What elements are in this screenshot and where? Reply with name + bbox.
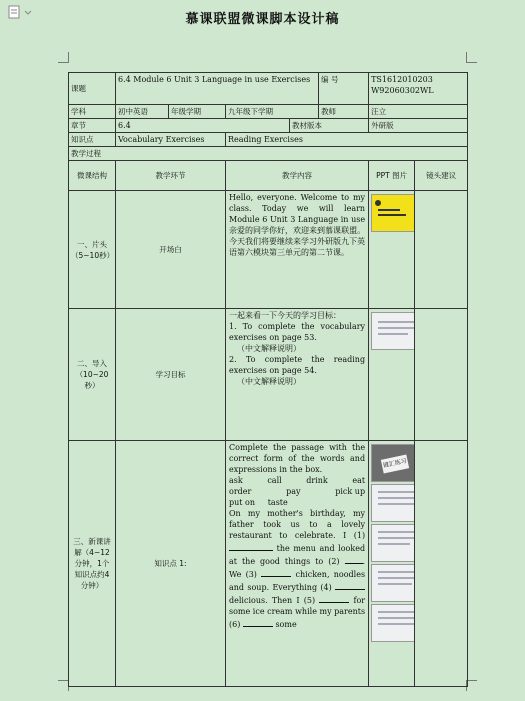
id-value bbox=[369, 73, 468, 105]
answer-blank[interactable] bbox=[229, 541, 273, 551]
answer-blank[interactable] bbox=[243, 617, 273, 627]
slide-thumbnail[interactable] bbox=[371, 194, 415, 232]
row1-ppt bbox=[369, 191, 415, 309]
row1-step: 开场白 bbox=[116, 191, 226, 309]
word-box-line-2 bbox=[229, 486, 365, 497]
id-value-line-1: TS1612010203 bbox=[371, 75, 433, 84]
answer-blank[interactable] bbox=[261, 567, 291, 577]
row3-content bbox=[226, 441, 369, 687]
row2-intro: 一起来看一下今天的学习目标： bbox=[229, 311, 341, 320]
row1-content bbox=[226, 191, 369, 309]
passage-text: On my mother's birthday, my father took us to a lovely restaurant to celebrate. I (1) bbox=[229, 509, 366, 540]
slide-thumbnail[interactable] bbox=[371, 444, 415, 482]
row1-camera bbox=[415, 191, 468, 309]
word: ask bbox=[229, 476, 243, 485]
header-camera: 镜头建议 bbox=[415, 161, 468, 191]
slide-label: 键汇练习 bbox=[381, 454, 409, 473]
row2-ppt bbox=[369, 309, 415, 441]
chapter-label: 章节 bbox=[69, 119, 116, 133]
row3-intro: Complete the passage with the correct form of the words and expressions in the box. bbox=[229, 443, 366, 474]
row2-goal-2: 2. To complete the reading exercises on page 54. bbox=[229, 355, 366, 375]
word-box-line-1 bbox=[229, 475, 365, 486]
row3-ppt bbox=[369, 441, 415, 687]
process-label: 教学过程 bbox=[69, 147, 468, 161]
knowledge-point-2: Reading Exercises bbox=[226, 133, 468, 147]
row2-content bbox=[226, 309, 369, 441]
word: put on bbox=[229, 498, 255, 507]
word: call bbox=[267, 476, 282, 485]
passage-text: chicken, noodles and soup. Everything (4) bbox=[229, 570, 366, 592]
row3-step: 知识点 1: bbox=[116, 441, 226, 687]
word: pick up bbox=[335, 487, 366, 496]
header-ppt: PPT 图片 bbox=[369, 161, 415, 191]
chapter-value: 6.4 bbox=[116, 119, 290, 133]
subject-value: 初中英语 bbox=[116, 105, 169, 119]
row3-camera bbox=[415, 441, 468, 687]
row2-structure: 二、导入（10~20秒） bbox=[69, 309, 116, 441]
grade-label: 年级学期 bbox=[169, 105, 226, 119]
row1-content-en: Hello, everyone. Welcome to my class. Today we will learn Module 6 Unit 3 Language in use bbox=[229, 193, 366, 224]
answer-blank[interactable] bbox=[319, 593, 349, 603]
id-label: 编 号 bbox=[319, 73, 369, 105]
topic-value: 6.4 Module 6 Unit 3 Language in use Exercises bbox=[116, 73, 319, 105]
header-content: 教学内容 bbox=[226, 161, 369, 191]
id-value-line-2: W92060302WL bbox=[371, 86, 434, 95]
answer-blank[interactable] bbox=[335, 580, 365, 590]
row2-goal-1: 1. To complete the vocabulary exercises on page 53. bbox=[229, 322, 366, 342]
passage bbox=[229, 508, 365, 630]
teacher-label: 教师 bbox=[319, 105, 369, 119]
word-box-line-3 bbox=[229, 497, 365, 508]
header-step: 教学环节 bbox=[116, 161, 226, 191]
knowledge-point-label: 知识点 bbox=[69, 133, 116, 147]
topic-label: 课题 bbox=[69, 73, 116, 105]
word: pay bbox=[286, 487, 301, 496]
slide-thumbnail[interactable] bbox=[371, 604, 415, 642]
passage-text: some bbox=[275, 620, 297, 629]
row2-note-2: （中文解释说明） bbox=[237, 377, 301, 386]
slide-thumbnail[interactable] bbox=[371, 564, 415, 602]
slide-thumbnail[interactable] bbox=[371, 484, 415, 522]
header-structure: 微课结构 bbox=[69, 161, 116, 191]
row1-content-zh: 亲爱的同学你好，欢迎来到慕课联盟。今天我们将要继续来学习外研版九下英语第六模块第三单元的第二节课。 bbox=[229, 226, 366, 257]
passage-text: for some ice cream while my parents (6) bbox=[229, 596, 366, 629]
row2-step: 学习目标 bbox=[116, 309, 226, 441]
word: order bbox=[229, 487, 252, 496]
word: taste bbox=[267, 498, 288, 507]
slide-thumbnail[interactable] bbox=[371, 312, 415, 350]
script-table bbox=[68, 72, 468, 687]
row3-structure: 三、新课讲解（4~12分钟，1个知识点约4分钟） bbox=[69, 441, 116, 687]
edition-label: 教材版本 bbox=[290, 119, 369, 133]
row2-camera bbox=[415, 309, 468, 441]
crop-mark bbox=[466, 52, 477, 63]
word: eat bbox=[352, 476, 366, 485]
passage-text: . We (3) bbox=[229, 557, 366, 579]
teacher-value: 汪立 bbox=[369, 105, 468, 119]
word: drink bbox=[306, 476, 328, 485]
subject-label: 学科 bbox=[69, 105, 116, 119]
row1-structure: 一、片头（5~10秒） bbox=[69, 191, 116, 309]
slide-thumbnail[interactable] bbox=[371, 524, 415, 562]
grade-value: 九年级下学期 bbox=[226, 105, 319, 119]
passage-text: the menu and looked at the good things to (2) bbox=[229, 544, 366, 566]
row2-note-1: （中文解释说明） bbox=[237, 344, 301, 353]
answer-blank[interactable] bbox=[345, 554, 363, 564]
crop-mark bbox=[58, 52, 69, 63]
edition-value: 外研版 bbox=[369, 119, 468, 133]
passage-text: delicious. Then I (5) bbox=[229, 596, 316, 605]
knowledge-point-1: Vocabulary Exercises bbox=[116, 133, 226, 147]
page-title: 慕课联盟微课脚本设计稿 bbox=[185, 12, 340, 27]
